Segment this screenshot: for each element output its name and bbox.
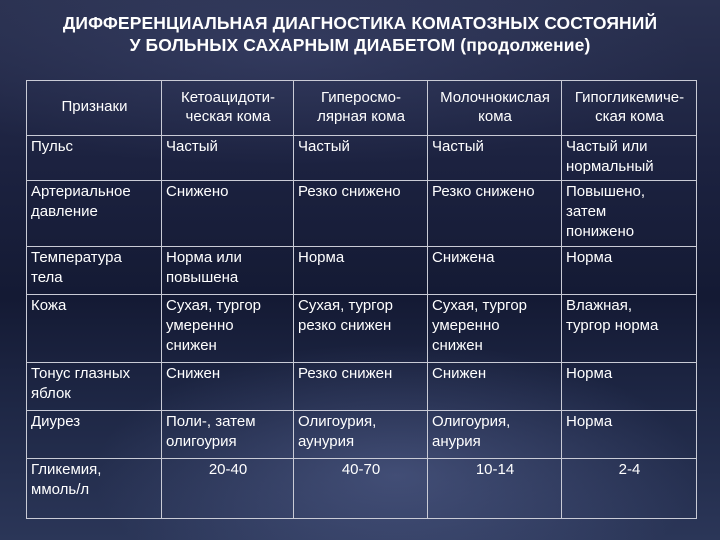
- table-cell: 2-4: [562, 459, 697, 519]
- header-lactic: Молочнокислая кома: [428, 81, 562, 136]
- table-cell: Снижено: [162, 181, 294, 247]
- table-cell: Снижен: [162, 363, 294, 411]
- slide-title: [0, 12, 720, 56]
- table-row-pressure: [27, 181, 697, 247]
- table-cell: Влажная, тургор норма: [562, 295, 697, 363]
- table-cell: Норма: [562, 411, 697, 459]
- table-cell: Частый или нормальный: [562, 136, 697, 181]
- row-sign: Температура тела: [27, 247, 162, 295]
- table-cell: Олигоурия, аунурия: [294, 411, 428, 459]
- table-cell: Снижена: [428, 247, 562, 295]
- title-line-2: У БОЛЬНЫХ САХАРНЫМ ДИАБЕТОМ (продолжение): [129, 35, 591, 55]
- table-row-eye-tone: [27, 363, 697, 411]
- table-cell: Сухая, тургор умеренно снижен: [428, 295, 562, 363]
- table-cell: Повышено, затем понижено: [562, 181, 697, 247]
- table-cell: Частый: [294, 136, 428, 181]
- table-cell: Резко снижен: [294, 363, 428, 411]
- header-ketoacidotic: Кетоацидоти- ческая кома: [162, 81, 294, 136]
- table-cell: Сухая, тургор умеренно снижен: [162, 295, 294, 363]
- table-cell: 10-14: [428, 459, 562, 519]
- table-cell: Норма: [294, 247, 428, 295]
- table-cell: Снижен: [428, 363, 562, 411]
- row-sign: Тонус глазных яблок: [27, 363, 162, 411]
- table-cell: Сухая, тургор резко снижен: [294, 295, 428, 363]
- table-cell: Норма: [562, 247, 697, 295]
- table-cell: 40-70: [294, 459, 428, 519]
- row-sign: Гликемия, ммоль/л: [27, 459, 162, 519]
- table-cell: Резко снижено: [294, 181, 428, 247]
- table-cell: Частый: [428, 136, 562, 181]
- table-cell: Олигоурия, анурия: [428, 411, 562, 459]
- table-cell: Частый: [162, 136, 294, 181]
- diagnosis-table: [26, 80, 697, 519]
- header-hyperosmolar: Гиперосмо- лярная кома: [294, 81, 428, 136]
- table-header-row: [27, 81, 697, 136]
- table-row-glycemia: [27, 459, 697, 519]
- header-signs: Признаки: [27, 81, 162, 136]
- header-hypoglycemic: Гипогликемиче- ская кома: [562, 81, 697, 136]
- table-row-diuresis: [27, 411, 697, 459]
- table-cell: Норма: [562, 363, 697, 411]
- row-sign: Диурез: [27, 411, 162, 459]
- row-sign: Пульс: [27, 136, 162, 181]
- table-cell: Норма или повышена: [162, 247, 294, 295]
- row-sign: Кожа: [27, 295, 162, 363]
- title-line-1: ДИФФЕРЕНЦИАЛЬНАЯ ДИАГНОСТИКА КОМАТОЗНЫХ СОСТОЯНИЙ: [62, 13, 658, 33]
- table-row-temperature: [27, 247, 697, 295]
- table-cell: Поли-, затем олигоурия: [162, 411, 294, 459]
- table-cell: 20-40: [162, 459, 294, 519]
- table-row-pulse: [27, 136, 697, 181]
- table-cell: Резко снижено: [428, 181, 562, 247]
- table-row-skin: [27, 295, 697, 363]
- row-sign: Артериальное давление: [27, 181, 162, 247]
